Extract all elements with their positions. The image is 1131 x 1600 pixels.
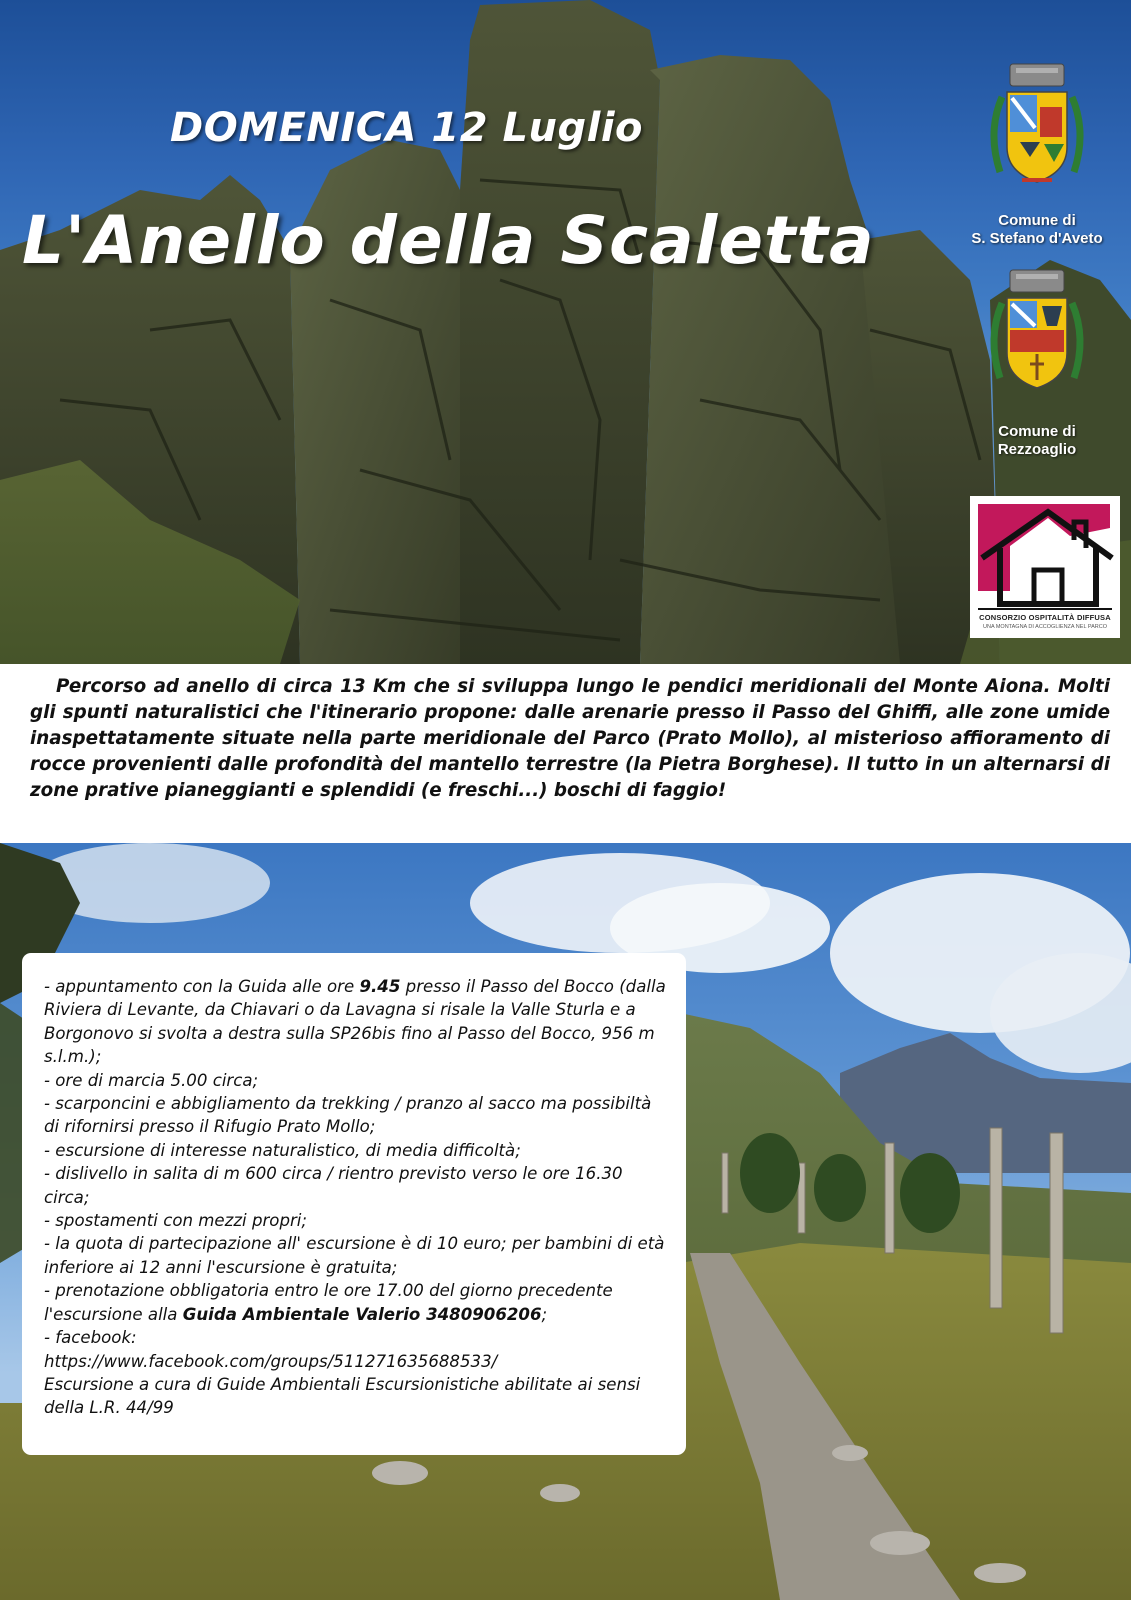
consorzio-logo	[970, 496, 1120, 638]
booking-contact: Guida Ambientale Valerio 3480906206	[182, 1304, 542, 1324]
santo-stefano-label: Comune di S. Stefano d'Aveto	[971, 212, 1103, 247]
info-facebook-link[interactable]: https://www.facebook.com/groups/511271635688533/	[44, 1351, 498, 1371]
info-fee: - la quota di partecipazione all' escursione è di 10 euro; per bambini di età inferiore ai 12 anni l'escursione è gratuita;	[44, 1234, 665, 1277]
house-logo-icon	[970, 496, 1120, 614]
info-equipment: - scarponcini e abbigliamento da trekking / pranzo al sacco ma possibiltà di rifornirsi presso il Rifugio Prato Mollo;	[44, 1094, 652, 1137]
consorzio-name: CONSORZIO OSPITALITÀ DIFFUSA	[979, 613, 1111, 622]
info-elevation: - dislivello in salita di m 600 circa / rientro previsto verso le ore 16.30 circa;	[44, 1164, 623, 1207]
consorzio-tagline: UNA MONTAGNA DI ACCOGLIENZA NEL PARCO	[983, 624, 1107, 630]
rezzoaglio-crest-icon	[982, 268, 1092, 403]
trail-photo	[0, 843, 1131, 1600]
info-booking: - prenotazione obbligatoria entro le ore 17.00 del giorno precedente l'escursione alla Guida Ambientale Valerio 3480906206;	[44, 1281, 613, 1324]
info-appointment: - appuntamento con la Guida alle ore 9.45 presso il Passo del Bocco (dalla Riviera di Levante, da Chiavari o da Lavagna si risale la Valle Sturla e a Borgonovo si svolta a destra sulla SP26bis fino al Passo del Bocco, 956 m s.l.m.);	[44, 977, 666, 1067]
rock-formation-illustration	[0, 0, 1131, 664]
excursion-info-card	[22, 953, 686, 1455]
info-difficulty: - escursione di interesse naturalistico, di media difficoltà;	[44, 1140, 521, 1160]
info-walking-time: - ore di marcia 5.00 circa;	[44, 1070, 259, 1090]
appointment-time: 9.45	[359, 977, 401, 996]
santo-stefano-crest-icon	[982, 62, 1092, 197]
header-photo	[0, 0, 1131, 664]
info-transport: - spostamenti con mezzi propri;	[44, 1211, 308, 1231]
rezzoaglio-label: Comune di Rezzoaglio	[997, 423, 1077, 458]
route-description: Percorso ad anello di circa 13 Km che si sviluppa lungo le pendici meridionali del Monte Aiona. Molti gli spunti naturalistici che l'itinerario propone: dalle arenarie presso il Passo del Ghiffi, alle zone umide inaspettatamente situate nella parte meridionale del Parco (Prato Mollo), al misterioso affioramento di rocce provenienti dalle profondità del mantello terrestre (la Pietra Borghese). Il tutto in un alternarsi di zone prative pianeggianti e splendidi (e freschi...) boschi di faggio!	[30, 676, 1110, 801]
info-credits: Escursione a cura di Guide Ambientali Escursionistiche abilitate ai sensi della L.R. 44/99	[44, 1374, 641, 1418]
event-date: DOMENICA 12 Luglio	[170, 105, 644, 151]
info-facebook-label: - facebook:	[44, 1328, 137, 1348]
event-title: L'Anello della Scaletta	[22, 202, 875, 279]
